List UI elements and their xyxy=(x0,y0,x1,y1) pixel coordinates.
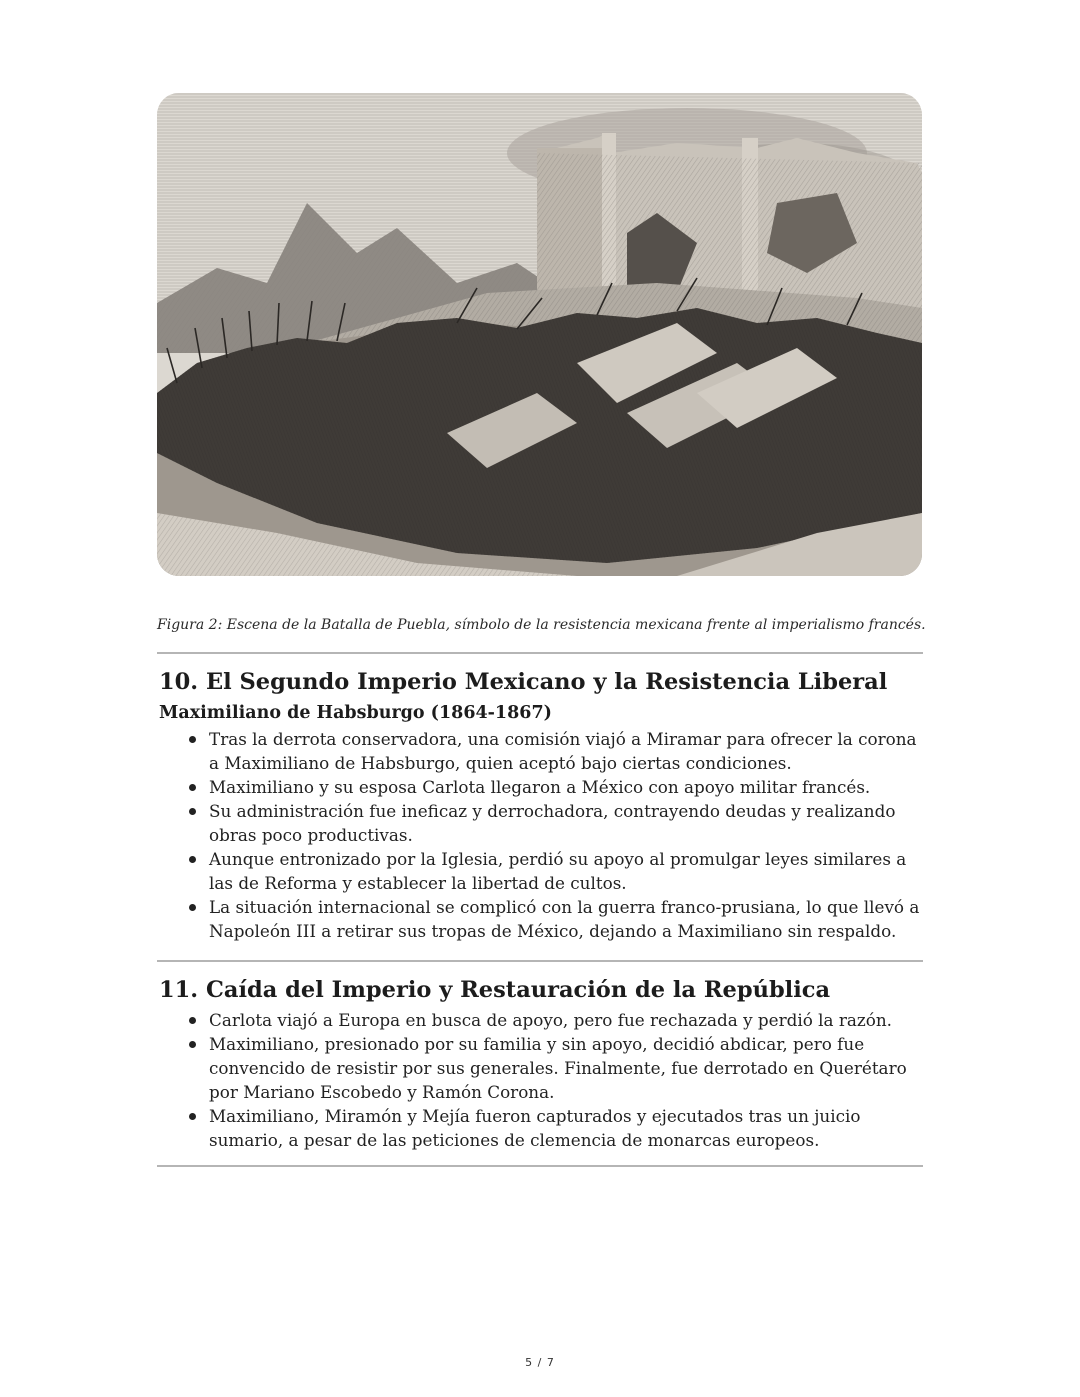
section-divider xyxy=(157,960,923,962)
list-item: Su administración fue ineficaz y derrochadora, contrayendo deudas y realizando obras poco productivas. xyxy=(209,799,929,847)
section-divider xyxy=(157,1165,923,1167)
section-10-title: 10. El Segundo Imperio Mexicano y la Resistencia Liberal xyxy=(159,669,888,695)
list-item: La situación internacional se complicó con la guerra franco-prusiana, lo que llevó a Napoleón III a retirar sus tropas de México, dejando a Maximiliano sin respaldo. xyxy=(209,895,929,943)
battle-of-puebla-image xyxy=(157,93,922,576)
list-item: Aunque entronizado por la Iglesia, perdió su apoyo al promulgar leyes similares a las de Reforma y establecer la libertad de cultos. xyxy=(209,847,929,895)
section-11 xyxy=(159,975,929,1152)
list-item: Carlota viajó a Europa en busca de apoyo, pero fue rechazada y perdió la razón. xyxy=(209,1008,929,1032)
list-item: Tras la derrota conservadora, una comisión viajó a Miramar para ofrecer la corona a Maximiliano de Habsburgo, quien aceptó bajo ciertas condiciones. xyxy=(209,727,929,775)
section-11-list xyxy=(159,1008,929,1152)
list-item: Maximiliano, presionado por su familia y sin apoyo, decidió abdicar, pero fue convencido de resistir por sus generales. Finalmente, fue derrotado en Querétaro por Mariano Escobedo y Ramón Corona. xyxy=(209,1032,929,1104)
section-divider xyxy=(157,652,923,654)
section-10-subtitle: Maximiliano de Habsburgo (1864-1867) xyxy=(159,703,552,723)
section-11-title: 11. Caída del Imperio y Restauración de la República xyxy=(159,977,831,1003)
list-item: Maximiliano y su esposa Carlota llegaron a México con apoyo militar francés. xyxy=(209,775,929,799)
engraving-illustration xyxy=(157,93,922,576)
page-number: 5 / 7 xyxy=(525,1356,555,1369)
section-10-list xyxy=(159,727,929,943)
figure-caption: Figura 2: Escena de la Batalla de Puebla, símbolo de la resistencia mexicana frente al imperialismo francés. xyxy=(157,617,926,633)
section-10 xyxy=(159,667,929,943)
list-item: Maximiliano, Miramón y Mejía fueron capturados y ejecutados tras un juicio sumario, a pesar de las peticiones de clemencia de monarcas europeos. xyxy=(209,1104,929,1152)
